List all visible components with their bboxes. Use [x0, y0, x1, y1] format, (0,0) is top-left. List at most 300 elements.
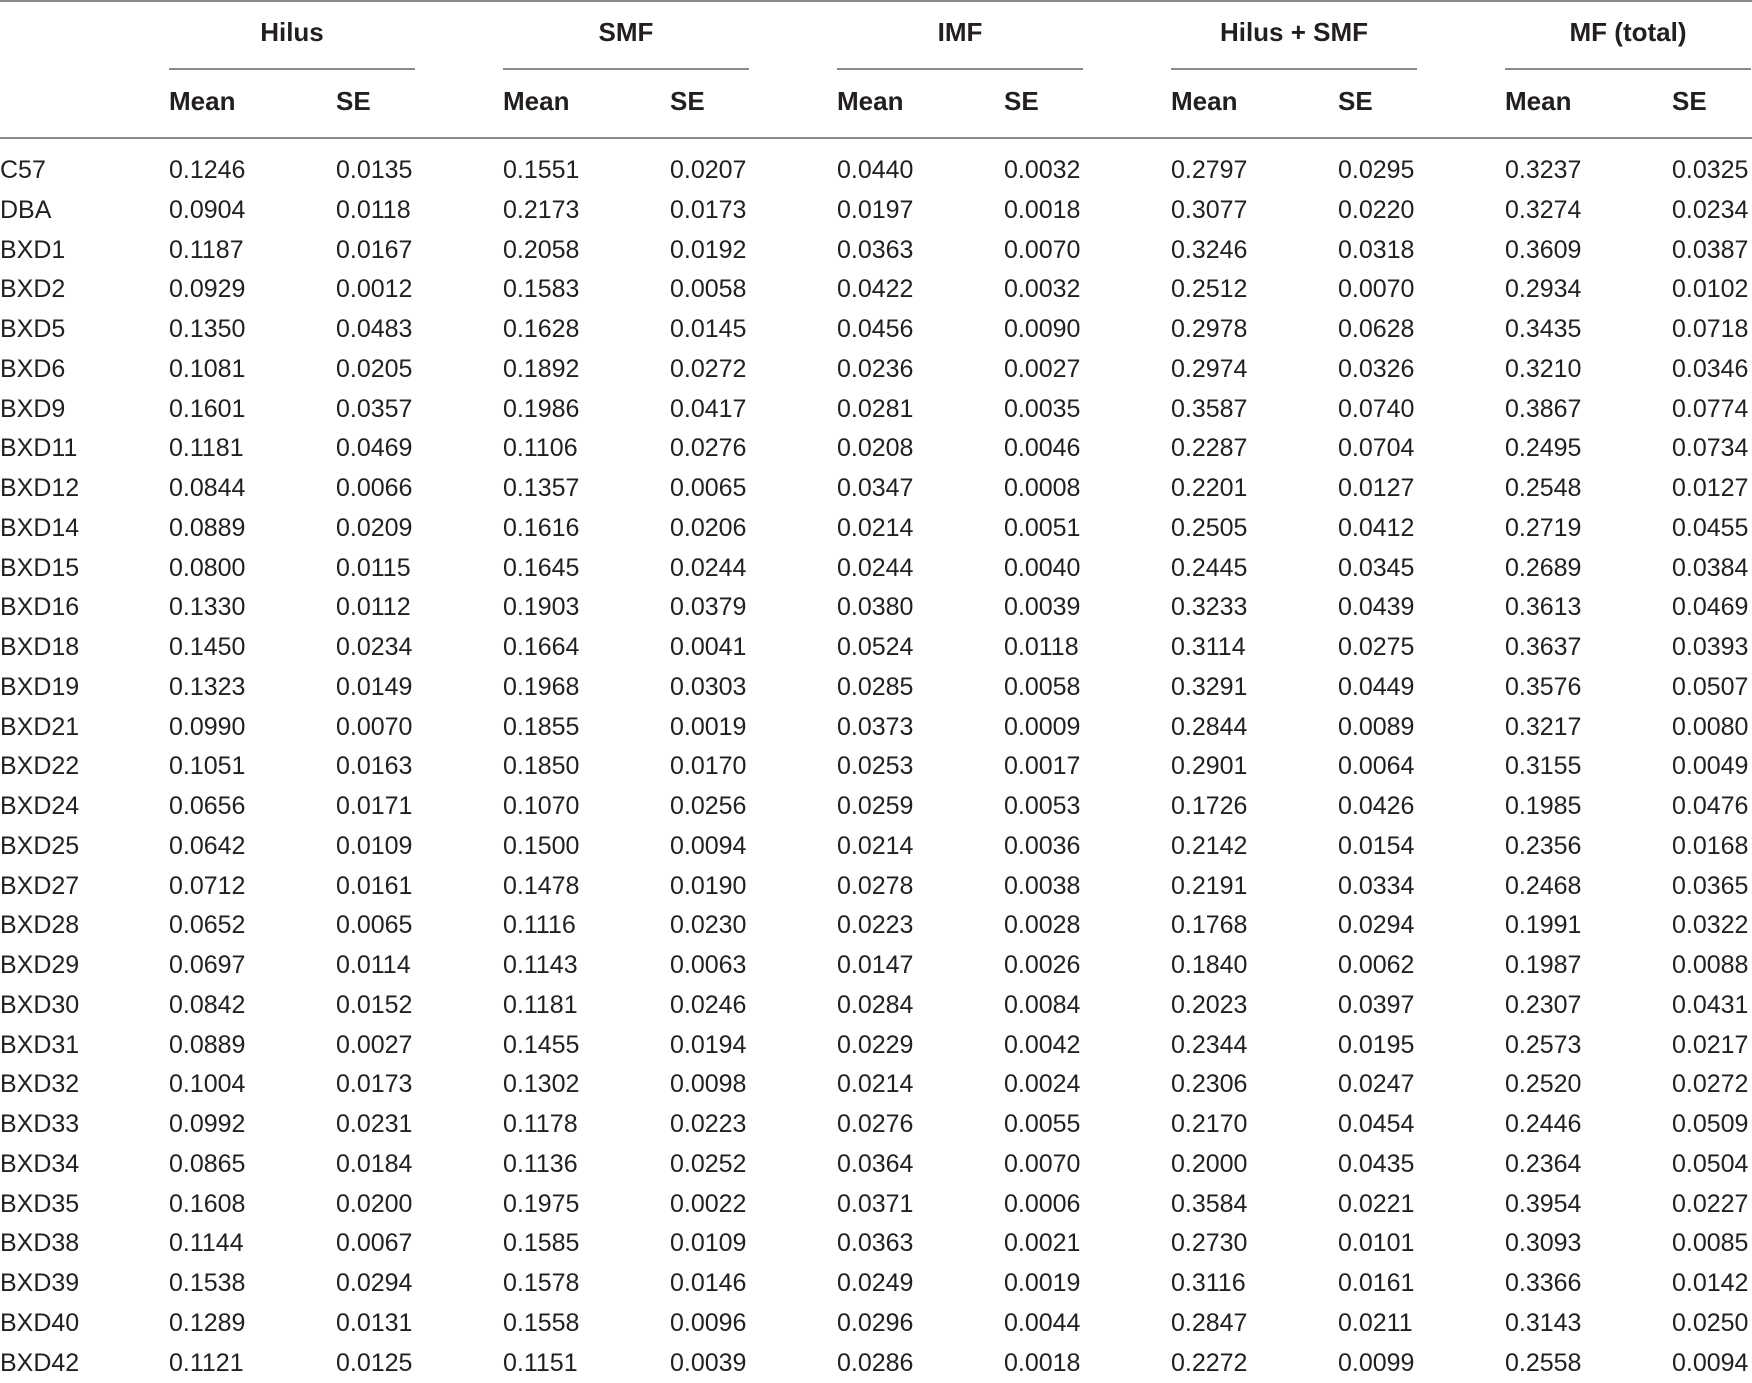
cell-hilus-mean: 0.0865 [169, 1149, 246, 1178]
cell-hilus-smf-se: 0.0247 [1338, 1070, 1415, 1099]
cell-hilus-smf-mean: 0.2023 [1171, 990, 1248, 1019]
cell-hilus-mean: 0.1330 [169, 593, 246, 622]
cell-imf-se: 0.0055 [1004, 1110, 1081, 1138]
cell-mf-total-mean: 0.3237 [1505, 156, 1582, 184]
cell-hilus-smf-se: 0.0070 [1338, 275, 1415, 304]
cell-strain: DBA [0, 195, 52, 224]
cell-hilus-smf-mean: 0.3077 [1171, 195, 1248, 224]
cell-hilus-smf-se: 0.0628 [1338, 315, 1415, 343]
cell-hilus-mean: 0.0992 [169, 1110, 246, 1138]
table-row [0, 1104, 1752, 1144]
cell-hilus-smf-se: 0.0345 [1338, 553, 1415, 582]
cell-mf-total-se: 0.0507 [1672, 672, 1749, 701]
cell-imf-se: 0.0118 [1004, 633, 1079, 661]
cell-hilus-smf-se: 0.0326 [1338, 354, 1415, 383]
cell-imf-se: 0.0032 [1004, 275, 1081, 304]
cell-mf-total-se: 0.0049 [1672, 752, 1749, 781]
cell-imf-se: 0.0027 [1004, 354, 1081, 383]
group-rule-smf [503, 68, 749, 70]
cell-imf-se: 0.0008 [1004, 474, 1081, 502]
cell-hilus-smf-mean: 0.1840 [1171, 951, 1248, 979]
subheader-mean: Mean [169, 86, 236, 116]
cell-strain: BXD32 [0, 1070, 80, 1099]
group-rule-hilus [169, 68, 415, 70]
cell-hilus-se: 0.0112 [336, 593, 411, 622]
cell-mf-total-se: 0.0085 [1672, 1229, 1749, 1258]
cell-strain: C57 [0, 156, 46, 184]
cell-mf-total-se: 0.0387 [1672, 235, 1749, 264]
cell-hilus-mean: 0.0697 [169, 951, 246, 979]
cell-smf-se: 0.0065 [670, 474, 747, 502]
cell-hilus-se: 0.0483 [336, 315, 413, 343]
cell-strain: BXD38 [0, 1229, 80, 1258]
cell-smf-mean: 0.1116 [503, 911, 576, 940]
cell-hilus-mean: 0.1323 [169, 672, 246, 701]
cell-hilus-smf-se: 0.0195 [1338, 1030, 1415, 1059]
table-row [0, 190, 1752, 230]
table-row [0, 746, 1752, 786]
cell-mf-total-se: 0.0734 [1672, 434, 1749, 463]
table-row [0, 587, 1752, 627]
cell-hilus-se: 0.0357 [336, 394, 413, 423]
cell-smf-mean: 0.1664 [503, 633, 580, 661]
subheader-mean: Mean [503, 86, 570, 116]
cell-imf-mean: 0.0229 [837, 1030, 914, 1059]
group-rule-mf-total [1505, 68, 1751, 70]
cell-smf-se: 0.0206 [670, 513, 747, 542]
cell-smf-se: 0.0230 [670, 911, 747, 940]
cell-smf-se: 0.0256 [670, 792, 747, 820]
cell-strain: BXD9 [0, 394, 66, 423]
cell-hilus-smf-se: 0.0449 [1338, 672, 1415, 701]
table-row [0, 1343, 1752, 1383]
group-header-hilus: Hilus [260, 17, 324, 47]
cell-hilus-smf-mean: 0.2000 [1171, 1149, 1248, 1178]
cell-hilus-smf-mean: 0.2306 [1171, 1070, 1248, 1099]
table-row [0, 548, 1752, 588]
cell-imf-se: 0.0038 [1004, 871, 1081, 900]
table-row [0, 905, 1752, 945]
cell-hilus-smf-se: 0.0220 [1338, 195, 1415, 224]
cell-strain: BXD19 [0, 672, 80, 701]
cell-imf-se: 0.0006 [1004, 1189, 1081, 1218]
cell-mf-total-mean: 0.3155 [1505, 752, 1582, 781]
cell-mf-total-se: 0.0080 [1672, 712, 1749, 741]
cell-smf-se: 0.0192 [670, 235, 747, 264]
cell-imf-se: 0.0018 [1004, 195, 1081, 224]
cell-imf-mean: 0.0253 [837, 752, 914, 781]
cell-smf-mean: 0.1968 [503, 672, 580, 701]
cell-imf-mean: 0.0208 [837, 434, 914, 463]
table-row [0, 349, 1752, 389]
cell-hilus-smf-se: 0.0127 [1338, 474, 1415, 502]
cell-smf-mean: 0.1583 [503, 275, 580, 304]
table-row [0, 985, 1752, 1025]
cell-mf-total-se: 0.0365 [1672, 871, 1749, 900]
cell-hilus-mean: 0.0800 [169, 553, 246, 582]
cell-mf-total-se: 0.0431 [1672, 990, 1749, 1019]
cell-hilus-mean: 0.0889 [169, 513, 246, 542]
cell-hilus-mean: 0.0889 [169, 1030, 246, 1059]
cell-smf-mean: 0.1136 [503, 1149, 578, 1178]
cell-imf-se: 0.0032 [1004, 156, 1081, 184]
cell-hilus-smf-mean: 0.2974 [1171, 354, 1248, 383]
cell-mf-total-mean: 0.3613 [1505, 593, 1582, 622]
cell-mf-total-se: 0.0272 [1672, 1070, 1749, 1099]
cell-imf-se: 0.0053 [1004, 792, 1081, 820]
cell-mf-total-mean: 0.3435 [1505, 315, 1582, 343]
cell-hilus-smf-mean: 0.3116 [1171, 1269, 1246, 1297]
cell-hilus-mean: 0.0712 [169, 871, 246, 900]
cell-strain: BXD33 [0, 1110, 80, 1138]
cell-hilus-se: 0.0149 [336, 672, 413, 701]
cell-hilus-smf-se: 0.0295 [1338, 156, 1415, 184]
cell-imf-se: 0.0035 [1004, 394, 1081, 423]
cell-mf-total-se: 0.0227 [1672, 1189, 1749, 1218]
cell-smf-mean: 0.1903 [503, 593, 580, 622]
cell-mf-total-se: 0.0384 [1672, 553, 1749, 582]
cell-mf-total-se: 0.0094 [1672, 1348, 1749, 1377]
cell-hilus-se: 0.0066 [336, 474, 413, 502]
table-row [0, 945, 1752, 985]
cell-imf-se: 0.0017 [1004, 752, 1081, 781]
cell-hilus-mean: 0.0929 [169, 275, 246, 304]
cell-hilus-mean: 0.0842 [169, 990, 246, 1019]
table-row [0, 468, 1752, 508]
subheader-mean: Mean [1505, 86, 1572, 116]
cell-smf-mean: 0.1455 [503, 1030, 580, 1059]
cell-mf-total-mean: 0.2548 [1505, 474, 1582, 502]
cell-imf-se: 0.0058 [1004, 672, 1081, 701]
cell-mf-total-mean: 0.3217 [1505, 712, 1582, 741]
cell-mf-total-mean: 0.2558 [1505, 1348, 1582, 1377]
cell-smf-se: 0.0272 [670, 354, 747, 383]
cell-imf-mean: 0.0524 [837, 633, 914, 661]
cell-mf-total-se: 0.0393 [1672, 633, 1749, 661]
cell-hilus-smf-mean: 0.2505 [1171, 513, 1248, 542]
cell-smf-se: 0.0145 [670, 315, 747, 343]
cell-smf-mean: 0.1558 [503, 1308, 580, 1337]
table-row [0, 150, 1752, 190]
cell-mf-total-mean: 0.1985 [1505, 792, 1582, 820]
cell-mf-total-mean: 0.3954 [1505, 1189, 1582, 1218]
table-row [0, 667, 1752, 707]
cell-hilus-smf-mean: 0.2730 [1171, 1229, 1248, 1258]
cell-hilus-se: 0.0065 [336, 911, 413, 940]
subheader-mean: Mean [1171, 86, 1238, 116]
cell-hilus-smf-se: 0.0704 [1338, 434, 1415, 463]
cell-strain: BXD16 [0, 593, 80, 622]
cell-imf-mean: 0.0214 [837, 831, 914, 860]
cell-hilus-smf-mean: 0.1726 [1171, 792, 1248, 820]
cell-strain: BXD11 [0, 434, 78, 463]
cell-imf-mean: 0.0249 [837, 1269, 914, 1297]
cell-smf-mean: 0.1070 [503, 792, 580, 820]
cell-smf-se: 0.0303 [670, 672, 747, 701]
cell-smf-se: 0.0096 [670, 1308, 747, 1337]
cell-imf-mean: 0.0296 [837, 1308, 914, 1337]
cell-imf-se: 0.0051 [1004, 513, 1081, 542]
cell-hilus-se: 0.0231 [336, 1110, 413, 1138]
cell-hilus-se: 0.0067 [336, 1229, 413, 1258]
cell-hilus-se: 0.0205 [336, 354, 413, 383]
cell-imf-se: 0.0028 [1004, 911, 1081, 940]
cell-hilus-smf-se: 0.0221 [1338, 1189, 1415, 1218]
cell-mf-total-mean: 0.2446 [1505, 1110, 1582, 1138]
cell-imf-mean: 0.0363 [837, 235, 914, 264]
cell-mf-total-se: 0.0102 [1672, 275, 1749, 304]
cell-imf-mean: 0.0278 [837, 871, 914, 900]
cell-strain: BXD12 [0, 474, 80, 502]
subheader-se: SE [1338, 86, 1373, 116]
cell-strain: BXD5 [0, 315, 66, 343]
cell-mf-total-se: 0.0250 [1672, 1308, 1749, 1337]
cell-imf-se: 0.0021 [1004, 1229, 1081, 1258]
cell-hilus-mean: 0.0990 [169, 712, 246, 741]
cell-imf-mean: 0.0284 [837, 990, 914, 1019]
cell-mf-total-mean: 0.3143 [1505, 1308, 1582, 1337]
cell-smf-se: 0.0063 [670, 951, 747, 979]
cell-hilus-mean: 0.0656 [169, 792, 246, 820]
cell-smf-mean: 0.1357 [503, 474, 580, 502]
cell-imf-mean: 0.0223 [837, 911, 914, 940]
table-row [0, 269, 1752, 309]
cell-hilus-se: 0.0161 [336, 871, 413, 900]
cell-imf-se: 0.0090 [1004, 315, 1081, 343]
table-row [0, 1025, 1752, 1065]
table-row [0, 786, 1752, 826]
cell-strain: BXD40 [0, 1308, 80, 1337]
cell-imf-mean: 0.0147 [837, 951, 914, 979]
table-row [0, 508, 1752, 548]
cell-hilus-se: 0.0114 [336, 951, 411, 979]
cell-smf-mean: 0.1478 [503, 871, 580, 900]
cell-strain: BXD27 [0, 871, 80, 900]
cell-imf-se: 0.0070 [1004, 1149, 1081, 1178]
cell-smf-se: 0.0098 [670, 1070, 747, 1099]
cell-smf-mean: 0.1850 [503, 752, 580, 781]
cell-hilus-smf-mean: 0.3233 [1171, 593, 1248, 622]
cell-hilus-smf-mean: 0.3246 [1171, 235, 1248, 264]
cell-smf-mean: 0.1151 [503, 1348, 578, 1377]
cell-mf-total-se: 0.0469 [1672, 593, 1749, 622]
table-row [0, 1303, 1752, 1343]
cell-mf-total-mean: 0.2495 [1505, 434, 1582, 463]
cell-smf-se: 0.0019 [670, 712, 747, 741]
table-row [0, 1184, 1752, 1224]
cell-imf-mean: 0.0364 [837, 1149, 914, 1178]
cell-smf-se: 0.0246 [670, 990, 747, 1019]
cell-strain: BXD2 [0, 275, 66, 304]
cell-mf-total-se: 0.0217 [1672, 1030, 1749, 1059]
cell-imf-mean: 0.0236 [837, 354, 914, 383]
cell-hilus-smf-mean: 0.2901 [1171, 752, 1248, 781]
cell-hilus-mean: 0.1246 [169, 156, 246, 184]
cell-hilus-mean: 0.1121 [169, 1348, 244, 1377]
cell-hilus-se: 0.0234 [336, 633, 413, 661]
cell-smf-mean: 0.1628 [503, 315, 580, 343]
table-row [0, 309, 1752, 349]
subheader-se: SE [670, 86, 705, 116]
cell-smf-mean: 0.2058 [503, 235, 580, 264]
cell-hilus-se: 0.0200 [336, 1189, 413, 1218]
cell-hilus-smf-mean: 0.2191 [1171, 871, 1248, 900]
cell-hilus-mean: 0.1081 [169, 354, 246, 383]
group-header-imf: IMF [937, 17, 983, 47]
cell-mf-total-mean: 0.3210 [1505, 354, 1582, 383]
cell-hilus-smf-se: 0.0161 [1338, 1269, 1415, 1297]
cell-smf-se: 0.0058 [670, 275, 747, 304]
cell-hilus-smf-mean: 0.3584 [1171, 1189, 1248, 1218]
cell-smf-mean: 0.1585 [503, 1229, 580, 1258]
cell-mf-total-mean: 0.3609 [1505, 235, 1582, 264]
cell-hilus-smf-se: 0.0101 [1338, 1229, 1415, 1258]
cell-smf-se: 0.0252 [670, 1149, 747, 1178]
cell-smf-mean: 0.1143 [503, 951, 578, 979]
cell-hilus-se: 0.0109 [336, 831, 413, 860]
cell-smf-se: 0.0207 [670, 156, 747, 184]
cell-mf-total-mean: 0.3366 [1505, 1269, 1582, 1297]
cell-smf-se: 0.0244 [670, 553, 747, 582]
cell-hilus-mean: 0.1608 [169, 1189, 246, 1218]
group-header-hilus-smf: Hilus + SMF [1219, 17, 1369, 47]
cell-strain: BXD31 [0, 1030, 80, 1059]
cell-hilus-smf-se: 0.0211 [1338, 1308, 1413, 1337]
cell-strain: BXD29 [0, 951, 80, 979]
cell-smf-se: 0.0022 [670, 1189, 747, 1218]
cell-mf-total-mean: 0.3576 [1505, 672, 1582, 701]
cell-hilus-mean: 0.1051 [169, 752, 246, 781]
cell-mf-total-se: 0.0234 [1672, 195, 1749, 224]
cell-hilus-smf-mean: 0.3114 [1171, 633, 1246, 661]
cell-smf-mean: 0.1302 [503, 1070, 580, 1099]
cell-mf-total-se: 0.0476 [1672, 792, 1749, 820]
table-row [0, 1223, 1752, 1263]
cell-hilus-smf-se: 0.0412 [1338, 513, 1415, 542]
cell-mf-total-mean: 0.2689 [1505, 553, 1582, 582]
cell-hilus-se: 0.0163 [336, 752, 413, 781]
cell-imf-se: 0.0039 [1004, 593, 1081, 622]
cell-strain: BXD15 [0, 553, 80, 582]
cell-hilus-smf-mean: 0.2287 [1171, 434, 1248, 463]
cell-smf-mean: 0.1578 [503, 1269, 580, 1297]
cell-smf-se: 0.0276 [670, 434, 747, 463]
cell-imf-se: 0.0036 [1004, 831, 1081, 860]
cell-hilus-smf-mean: 0.2272 [1171, 1348, 1248, 1377]
cell-smf-mean: 0.1500 [503, 831, 580, 860]
cell-mf-total-se: 0.0509 [1672, 1110, 1749, 1138]
cell-imf-se: 0.0042 [1004, 1030, 1081, 1059]
cell-imf-se: 0.0024 [1004, 1070, 1081, 1099]
cell-smf-se: 0.0146 [670, 1269, 747, 1297]
cell-hilus-se: 0.0167 [336, 235, 413, 264]
cell-smf-mean: 0.1986 [503, 394, 580, 423]
cell-smf-se: 0.0194 [670, 1030, 747, 1059]
group-header-mf-total: MF (total) [1569, 17, 1687, 47]
cell-mf-total-se: 0.0322 [1672, 911, 1749, 940]
cell-mf-total-mean: 0.2364 [1505, 1149, 1582, 1178]
cell-mf-total-se: 0.0142 [1672, 1269, 1749, 1297]
cell-imf-mean: 0.0373 [837, 712, 914, 741]
cell-hilus-se: 0.0152 [336, 990, 413, 1019]
cell-hilus-smf-mean: 0.2201 [1171, 474, 1248, 502]
table-row [0, 428, 1752, 468]
cell-hilus-se: 0.0115 [336, 553, 411, 582]
cell-hilus-smf-se: 0.0426 [1338, 792, 1415, 820]
cell-smf-se: 0.0170 [670, 752, 747, 781]
cell-hilus-mean: 0.0642 [169, 831, 246, 860]
table-row [0, 866, 1752, 906]
cell-hilus-se: 0.0131 [336, 1308, 413, 1337]
cell-mf-total-se: 0.0455 [1672, 513, 1749, 542]
cell-strain: BXD21 [0, 712, 80, 741]
cell-hilus-smf-se: 0.0064 [1338, 752, 1415, 781]
cell-hilus-smf-se: 0.0439 [1338, 593, 1415, 622]
group-header-smf: SMF [598, 17, 654, 47]
cell-imf-mean: 0.0259 [837, 792, 914, 820]
cell-smf-mean: 0.1106 [503, 434, 578, 463]
cell-mf-total-se: 0.0718 [1672, 315, 1749, 343]
cell-hilus-smf-mean: 0.3587 [1171, 394, 1248, 423]
table-row [0, 627, 1752, 667]
cell-imf-mean: 0.0244 [837, 553, 914, 582]
cell-mf-total-mean: 0.2719 [1505, 513, 1582, 542]
cell-smf-se: 0.0041 [670, 633, 747, 661]
group-rule-hilus-smf [1171, 68, 1417, 70]
subheader-se: SE [1672, 86, 1707, 116]
cell-strain: BXD18 [0, 633, 80, 661]
cell-hilus-smf-se: 0.0397 [1338, 990, 1415, 1019]
cell-smf-mean: 0.1855 [503, 712, 580, 741]
cell-hilus-mean: 0.1144 [169, 1229, 244, 1258]
cell-mf-total-mean: 0.2307 [1505, 990, 1582, 1019]
cell-smf-mean: 0.1181 [503, 990, 578, 1019]
cell-imf-mean: 0.0276 [837, 1110, 914, 1138]
cell-hilus-smf-mean: 0.2978 [1171, 315, 1248, 343]
cell-mf-total-se: 0.0504 [1672, 1149, 1749, 1178]
cell-smf-se: 0.0190 [670, 871, 747, 900]
cell-mf-total-se: 0.0774 [1672, 394, 1749, 423]
cell-hilus-mean: 0.0844 [169, 474, 246, 502]
cell-hilus-se: 0.0027 [336, 1030, 413, 1059]
cell-hilus-se: 0.0469 [336, 434, 413, 463]
cell-hilus-smf-mean: 0.2344 [1171, 1030, 1248, 1059]
cell-hilus-mean: 0.1289 [169, 1308, 246, 1337]
cell-hilus-smf-mean: 0.2142 [1171, 831, 1248, 860]
cell-mf-total-se: 0.0325 [1672, 156, 1749, 184]
cell-hilus-mean: 0.1187 [169, 235, 244, 264]
cell-strain: BXD22 [0, 752, 80, 781]
cell-imf-se: 0.0009 [1004, 712, 1081, 741]
cell-mf-total-mean: 0.3637 [1505, 633, 1582, 661]
cell-smf-mean: 0.1975 [503, 1189, 580, 1218]
cell-hilus-mean: 0.1181 [169, 434, 244, 463]
cell-strain: BXD30 [0, 990, 80, 1019]
cell-mf-total-se: 0.0346 [1672, 354, 1749, 383]
cell-imf-se: 0.0084 [1004, 990, 1081, 1019]
cell-mf-total-mean: 0.2934 [1505, 275, 1582, 304]
cell-mf-total-mean: 0.1991 [1505, 911, 1582, 940]
cell-strain: BXD28 [0, 911, 80, 940]
table-row [0, 826, 1752, 866]
cell-hilus-se: 0.0012 [336, 275, 413, 304]
subheader-mean: Mean [837, 86, 904, 116]
cell-imf-se: 0.0019 [1004, 1269, 1081, 1297]
cell-hilus-mean: 0.1350 [169, 315, 246, 343]
table-row [0, 1144, 1752, 1184]
cell-hilus-se: 0.0135 [336, 156, 413, 184]
table-row [0, 230, 1752, 270]
